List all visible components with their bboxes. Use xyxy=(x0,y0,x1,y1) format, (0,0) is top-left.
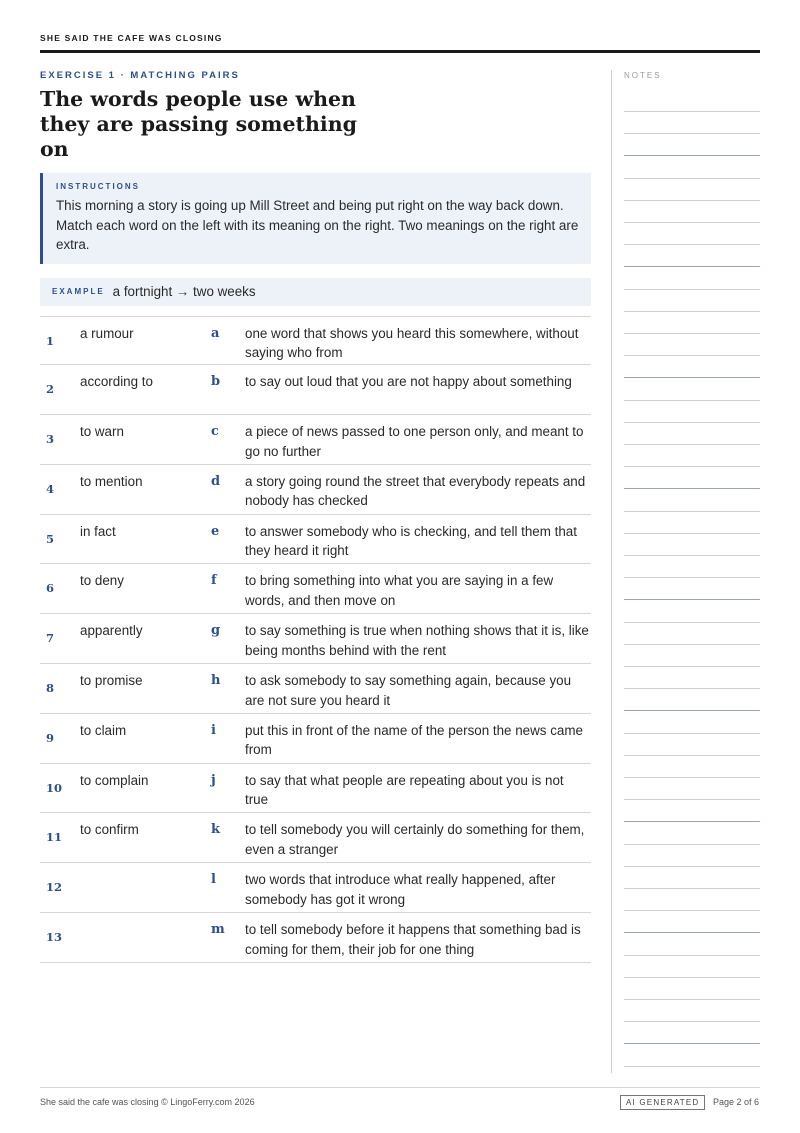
note-line xyxy=(624,599,760,600)
exercise-panel xyxy=(40,70,591,963)
table-row xyxy=(40,813,591,863)
instructions-text: This morning a story is going up Mill Street and being put right on the way back down. Match each word on the left with its meaning on the right. Two meanings on the right are extra. xyxy=(56,198,579,252)
page-title: The words people use when they are passing something on xyxy=(40,87,357,161)
note-line xyxy=(624,400,760,401)
note-line xyxy=(624,155,760,156)
meaning-letter: h xyxy=(211,673,221,689)
item-number: 10 xyxy=(46,780,63,795)
item-word: to confirm xyxy=(80,822,139,838)
footer-rule xyxy=(40,1087,760,1088)
note-line xyxy=(624,133,760,134)
note-line xyxy=(624,888,760,889)
note-line xyxy=(624,577,760,578)
notes-divider xyxy=(611,70,612,1073)
meaning-letter: l xyxy=(211,872,216,888)
item-word: in fact xyxy=(80,523,116,539)
meaning-text: to say that what people are repeating about you is not true xyxy=(245,772,564,808)
item-number: 13 xyxy=(46,930,63,945)
table-row xyxy=(40,365,591,415)
meaning-text: to tell somebody before it happens that something bad is coming for them, their job for one thing xyxy=(245,922,581,957)
meaning-text: to tell somebody you will certainly do something for them, even a stranger xyxy=(245,822,585,857)
table-row xyxy=(40,664,591,714)
note-line xyxy=(624,533,760,534)
item-word: to promise xyxy=(80,673,143,689)
meaning-letter: a xyxy=(211,325,220,341)
note-line xyxy=(624,644,760,645)
item-number: 9 xyxy=(46,730,55,745)
item-number: 1 xyxy=(46,333,55,348)
item-number: 2 xyxy=(46,382,55,397)
item-number: 11 xyxy=(46,830,63,845)
matching-table xyxy=(40,316,591,963)
item-number: 5 xyxy=(46,531,55,546)
note-line xyxy=(624,710,760,711)
instructions-label: INSTRUCTIONS xyxy=(56,182,140,191)
item-number: 8 xyxy=(46,681,55,696)
item-word: to deny xyxy=(80,573,124,589)
footer-copyright: She said the cafe was closing © LingoFerry.com 2026 xyxy=(40,1097,255,1107)
item-number: 12 xyxy=(46,880,63,895)
note-line xyxy=(624,821,760,822)
meaning-text: two words that introduce what really happened, after somebody has got it wrong xyxy=(245,872,556,907)
table-row xyxy=(40,564,591,614)
meaning-letter: f xyxy=(211,573,217,589)
item-number: 4 xyxy=(46,481,55,496)
example-label: EXAMPLE xyxy=(52,287,105,296)
note-line xyxy=(624,200,760,201)
note-line xyxy=(624,733,760,734)
table-row xyxy=(40,614,591,664)
table-row xyxy=(40,913,591,963)
note-line xyxy=(624,111,760,112)
meaning-letter: k xyxy=(211,822,221,838)
item-word: to claim xyxy=(80,722,127,738)
meaning-text: to ask somebody to say something again, because you are not sure you heard it xyxy=(245,673,572,708)
example-box xyxy=(40,278,591,306)
note-line xyxy=(624,799,760,800)
note-line xyxy=(624,688,760,689)
table-row xyxy=(40,316,591,366)
note-line xyxy=(624,488,760,489)
note-line xyxy=(624,977,760,978)
meaning-text: to say out loud that you are not happy about something xyxy=(245,374,572,390)
note-line xyxy=(624,844,760,845)
meaning-text: to bring something into what you are saying in a few words, and then move on xyxy=(245,573,554,608)
item-word: to warn xyxy=(80,424,124,440)
item-number: 7 xyxy=(46,631,55,646)
example-text: a fortnight → two weeks xyxy=(112,284,256,299)
table-row xyxy=(40,415,591,465)
note-line xyxy=(624,777,760,778)
exercise-kicker: EXERCISE 1 · MATCHING PAIRS xyxy=(40,70,240,81)
note-line xyxy=(624,244,760,245)
note-line xyxy=(624,555,760,556)
notes-label: NOTES xyxy=(624,71,662,80)
item-word: to complain xyxy=(80,772,149,788)
top-rule xyxy=(40,50,760,53)
note-line xyxy=(624,999,760,1000)
page-number: Page 2 of 6 xyxy=(713,1097,760,1107)
table-row xyxy=(40,465,591,515)
item-number: 3 xyxy=(46,432,55,447)
item-word: to mention xyxy=(80,473,143,489)
note-line xyxy=(624,377,760,378)
meaning-text: a piece of news passed to one person only, and meant to go no further xyxy=(245,424,584,459)
meaning-letter: e xyxy=(211,523,220,539)
note-line xyxy=(624,466,760,467)
note-line xyxy=(624,289,760,290)
item-word: according to xyxy=(80,374,153,390)
meaning-text: to answer somebody who is checking, and tell them that they heard it right xyxy=(245,523,577,559)
item-number: 6 xyxy=(46,581,55,596)
note-line xyxy=(624,311,760,312)
instructions-box xyxy=(40,173,591,264)
meaning-text: to say something is true when nothing shows that it is, like being months behind with the rent xyxy=(245,623,589,658)
table-row xyxy=(40,714,591,764)
meaning-letter: c xyxy=(211,424,219,440)
note-line xyxy=(624,755,760,756)
meaning-letter: i xyxy=(211,722,216,738)
note-line xyxy=(624,910,760,911)
note-line xyxy=(624,178,760,179)
note-line xyxy=(624,266,760,267)
note-line xyxy=(624,955,760,956)
meaning-text: put this in front of the name of the person the news came from xyxy=(245,722,583,758)
meaning-text: a story going round the street that everybody repeats and nobody has checked xyxy=(245,473,586,509)
meaning-letter: m xyxy=(211,922,225,938)
meaning-letter: d xyxy=(211,473,221,489)
note-line xyxy=(624,622,760,623)
note-line xyxy=(624,1021,760,1022)
note-line xyxy=(624,1066,760,1067)
table-row xyxy=(40,863,591,913)
running-head: SHE SAID THE CAFE WAS CLOSING xyxy=(40,33,223,43)
note-line xyxy=(624,333,760,334)
note-line xyxy=(624,355,760,356)
meaning-text: one word that shows you heard this somewhere, without saying who from xyxy=(245,325,579,360)
item-word: apparently xyxy=(80,623,143,639)
ai-generated-badge: AI GENERATED xyxy=(620,1095,705,1110)
note-line xyxy=(624,511,760,512)
item-word: a rumour xyxy=(80,325,134,341)
meaning-letter: b xyxy=(211,374,221,390)
note-line xyxy=(624,1043,760,1044)
note-line xyxy=(624,222,760,223)
meaning-letter: g xyxy=(211,623,221,639)
note-line xyxy=(624,866,760,867)
meaning-letter: j xyxy=(211,772,216,788)
note-line xyxy=(624,666,760,667)
note-line xyxy=(624,932,760,933)
table-row xyxy=(40,515,591,565)
note-line xyxy=(624,444,760,445)
note-line xyxy=(624,422,760,423)
table-row xyxy=(40,764,591,814)
